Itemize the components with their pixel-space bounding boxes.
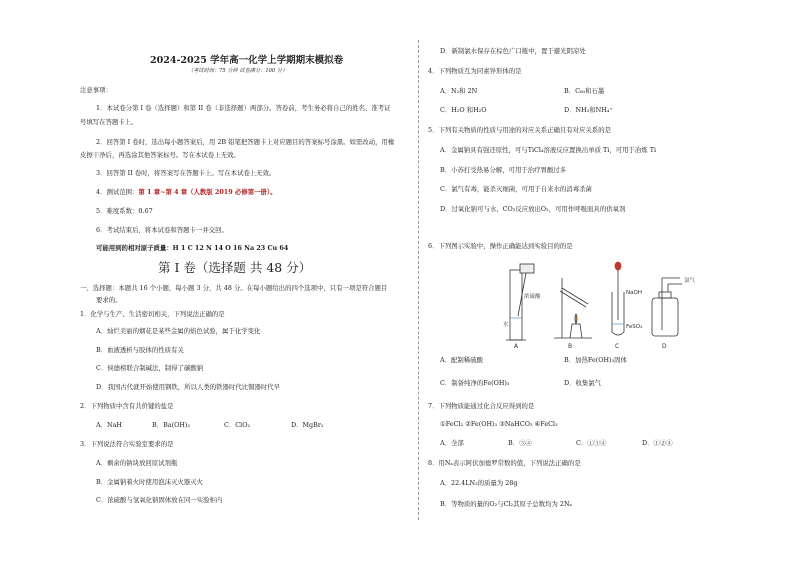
exam-subtitle: （考试时间：75 分钟 试卷满分：100 分） (188, 68, 288, 74)
q5-option-a: A．金属钠具有强还原性，可与TiCl₄溶液反应置换出单质 Ti，可用于冶炼 Ti (440, 146, 657, 154)
q6-option-d: D．收集氯气 (564, 379, 602, 387)
q4-option-c: C．H₂O 和H₂O (440, 106, 487, 114)
q2-option-b: B．Ba(OH)₂ (152, 421, 190, 429)
q1-option-b: B．血液透析与胶体的性质有关 (96, 346, 184, 354)
q4-stem: 4．下列物质互为同素异形体的是 (428, 67, 522, 75)
q7-option-d: D．①②④ (642, 439, 673, 447)
q8-stem: 8．用Nₐ表示阿伏加德罗常数的值，下列说法正确的是 (428, 459, 581, 467)
q1-option-d: D．我国古代就开始使用钢铁，所以人类的铁器时代比铜器时代早 (96, 383, 281, 391)
q2-option-a: A．NaH (96, 421, 122, 429)
fig-label-c: C (615, 343, 620, 350)
apparatus-b (554, 278, 592, 338)
fig-label-b: B (568, 343, 573, 350)
q5-option-c: C．氯气有毒，能杀灭细菌，可用于自来水的消毒杀菌 (440, 185, 592, 193)
fig-label-a: A (514, 343, 519, 350)
note-1b: 号填写在答题卡上。 (80, 118, 138, 126)
note-3: 3．回答第 II 卷时，将答案写在答题卡上。写在本试卷上无效。 (96, 169, 276, 177)
q3-stem: 3．下列说法符合实验室要求的是 (80, 440, 174, 448)
apparatus-c (612, 262, 624, 335)
section-intro-1: 一、选择题：本题共 16 个小题，每小题 3 分，共 48 分。在每小题给出的四个选项中，只有一项是符合题目 (80, 284, 388, 292)
q5-option-d: D．过氧化钠可与水、CO₂反应放出O₂，可用作呼吸面具的供氧剂 (440, 205, 626, 213)
q4-option-d: D．NH₃和NH₄⁺ (564, 106, 613, 114)
q7-option-b: B．③④ (508, 439, 532, 447)
fig-label-acid: 浓硫酸 (524, 294, 541, 300)
fig-label-d: D (662, 343, 667, 350)
fig-label-cl2: 氯气 (684, 278, 696, 284)
q6-option-c: C．制备纯净的Fe(OH)₂ (440, 379, 510, 387)
q6-option-b: B．加热Fe(OH)₃固体 (564, 356, 627, 364)
q6-option-a: A．配制稀硫酸 (440, 356, 483, 364)
note-4-prefix: 4．测试范围： (96, 188, 139, 196)
atomic-masses: 可能用到的相对原子质量：H 1 C 12 N 14 O 16 Na 23 Cu 64 (96, 244, 289, 252)
column-divider (418, 40, 419, 520)
note-6: 6．考试结束后，将本试卷和答题卡一并交回。 (96, 226, 228, 234)
q3-option-c: C．浓硫酸与氢氧化钠固体放在同一实验柜内 (96, 496, 223, 504)
section-title: 第 I 卷（选择题 共 48 分） (158, 260, 312, 275)
note-4 (96, 188, 276, 196)
fig-label-naoh: NaOH (626, 290, 642, 296)
q5-option-b: B．小苏打受热易分解，可用于治疗胃酸过多 (440, 166, 567, 174)
apparatus-d (652, 278, 682, 336)
q7-option-c: C．①③④ (576, 439, 607, 447)
q7-items: ①FeCl₂ ②Fe(OH)₃ ③NaHCO₃ ④FeCl₃ (440, 420, 558, 428)
exam-title: 2024-2025 学年高一化学上学期期末模拟卷 (150, 55, 344, 66)
q1-option-c: C．侯德榜联合制碱法，制得了碳酸钠 (96, 364, 204, 372)
q2-option-c: C．ClO₂ (224, 421, 251, 429)
q2-stem: 2．下列物质中含有共价键的盐是 (80, 402, 174, 410)
q3-option-d: D．新制氯水保存在棕色广口瓶中，置于避光阴凉处 (440, 47, 586, 55)
test-range: 第 1 章~第 4 章（人教版 2019 必修第一册）。 (138, 188, 277, 196)
q6-apparatus-figure (500, 258, 710, 350)
q7-stem: 7．下列物质能通过化合反应得到的是 (428, 402, 535, 410)
q5-stem: 5．下列有关物质的性质与用途的对应关系正确且有对应关系的是 (428, 126, 612, 134)
note-2b: 皮擦干净后，再选涂其他答案标号。写在本试卷上无效。 (80, 151, 240, 159)
note-2a: 2．回答第 I 卷时，选出每小题答案后，用 2B 铅笔把答题卡上对应题目的答案标号涂黑。如需改动，用橡 (96, 138, 395, 146)
apparatus-a (506, 264, 534, 340)
q3-option-a: A．剩余的钠块放回原试剂瓶 (96, 459, 178, 467)
q8-option-b: B．等物质的量的O₂与Cl₂其原子总数均为 2Nₐ (440, 500, 573, 508)
q4-option-b: B．C₆₀和石墨 (564, 87, 605, 95)
q7-option-a: A．全部 (440, 439, 464, 447)
q8-option-a: A．22.4LN₂的质量为 28g (440, 479, 518, 487)
q6-stem: 6．下列图示实验中，操作正确能达到实验目的的是 (428, 242, 573, 250)
fig-label-water: 水 (503, 322, 509, 328)
note-1a: 1．本试卷分第 I 卷（选择题）和第 II 卷（非选择题）两部分。答卷前，考生务必将自己的姓名、准考证 (96, 104, 391, 112)
note-5: 5．难度系数：0.67 (96, 207, 153, 215)
q4-option-a: A．N₂和 2N (440, 87, 478, 95)
fig-label-feso4: FeSO₄ (626, 324, 643, 330)
q2-option-d: D．MgBr₂ (291, 421, 324, 429)
notes-heading: 注意事项： (80, 86, 112, 94)
q1-option-a: A．灿烂美丽的烟花是某些金属的焰色试验，属于化学变化 (96, 327, 261, 335)
section-intro-2: 要求的。 (96, 296, 122, 304)
q1-stem: 1．化学与生产、生活密切相关，下列说法正确的是 (80, 310, 225, 318)
q3-option-b: B．金属钠着火时使用泡沫灭火器灭火 (96, 478, 203, 486)
